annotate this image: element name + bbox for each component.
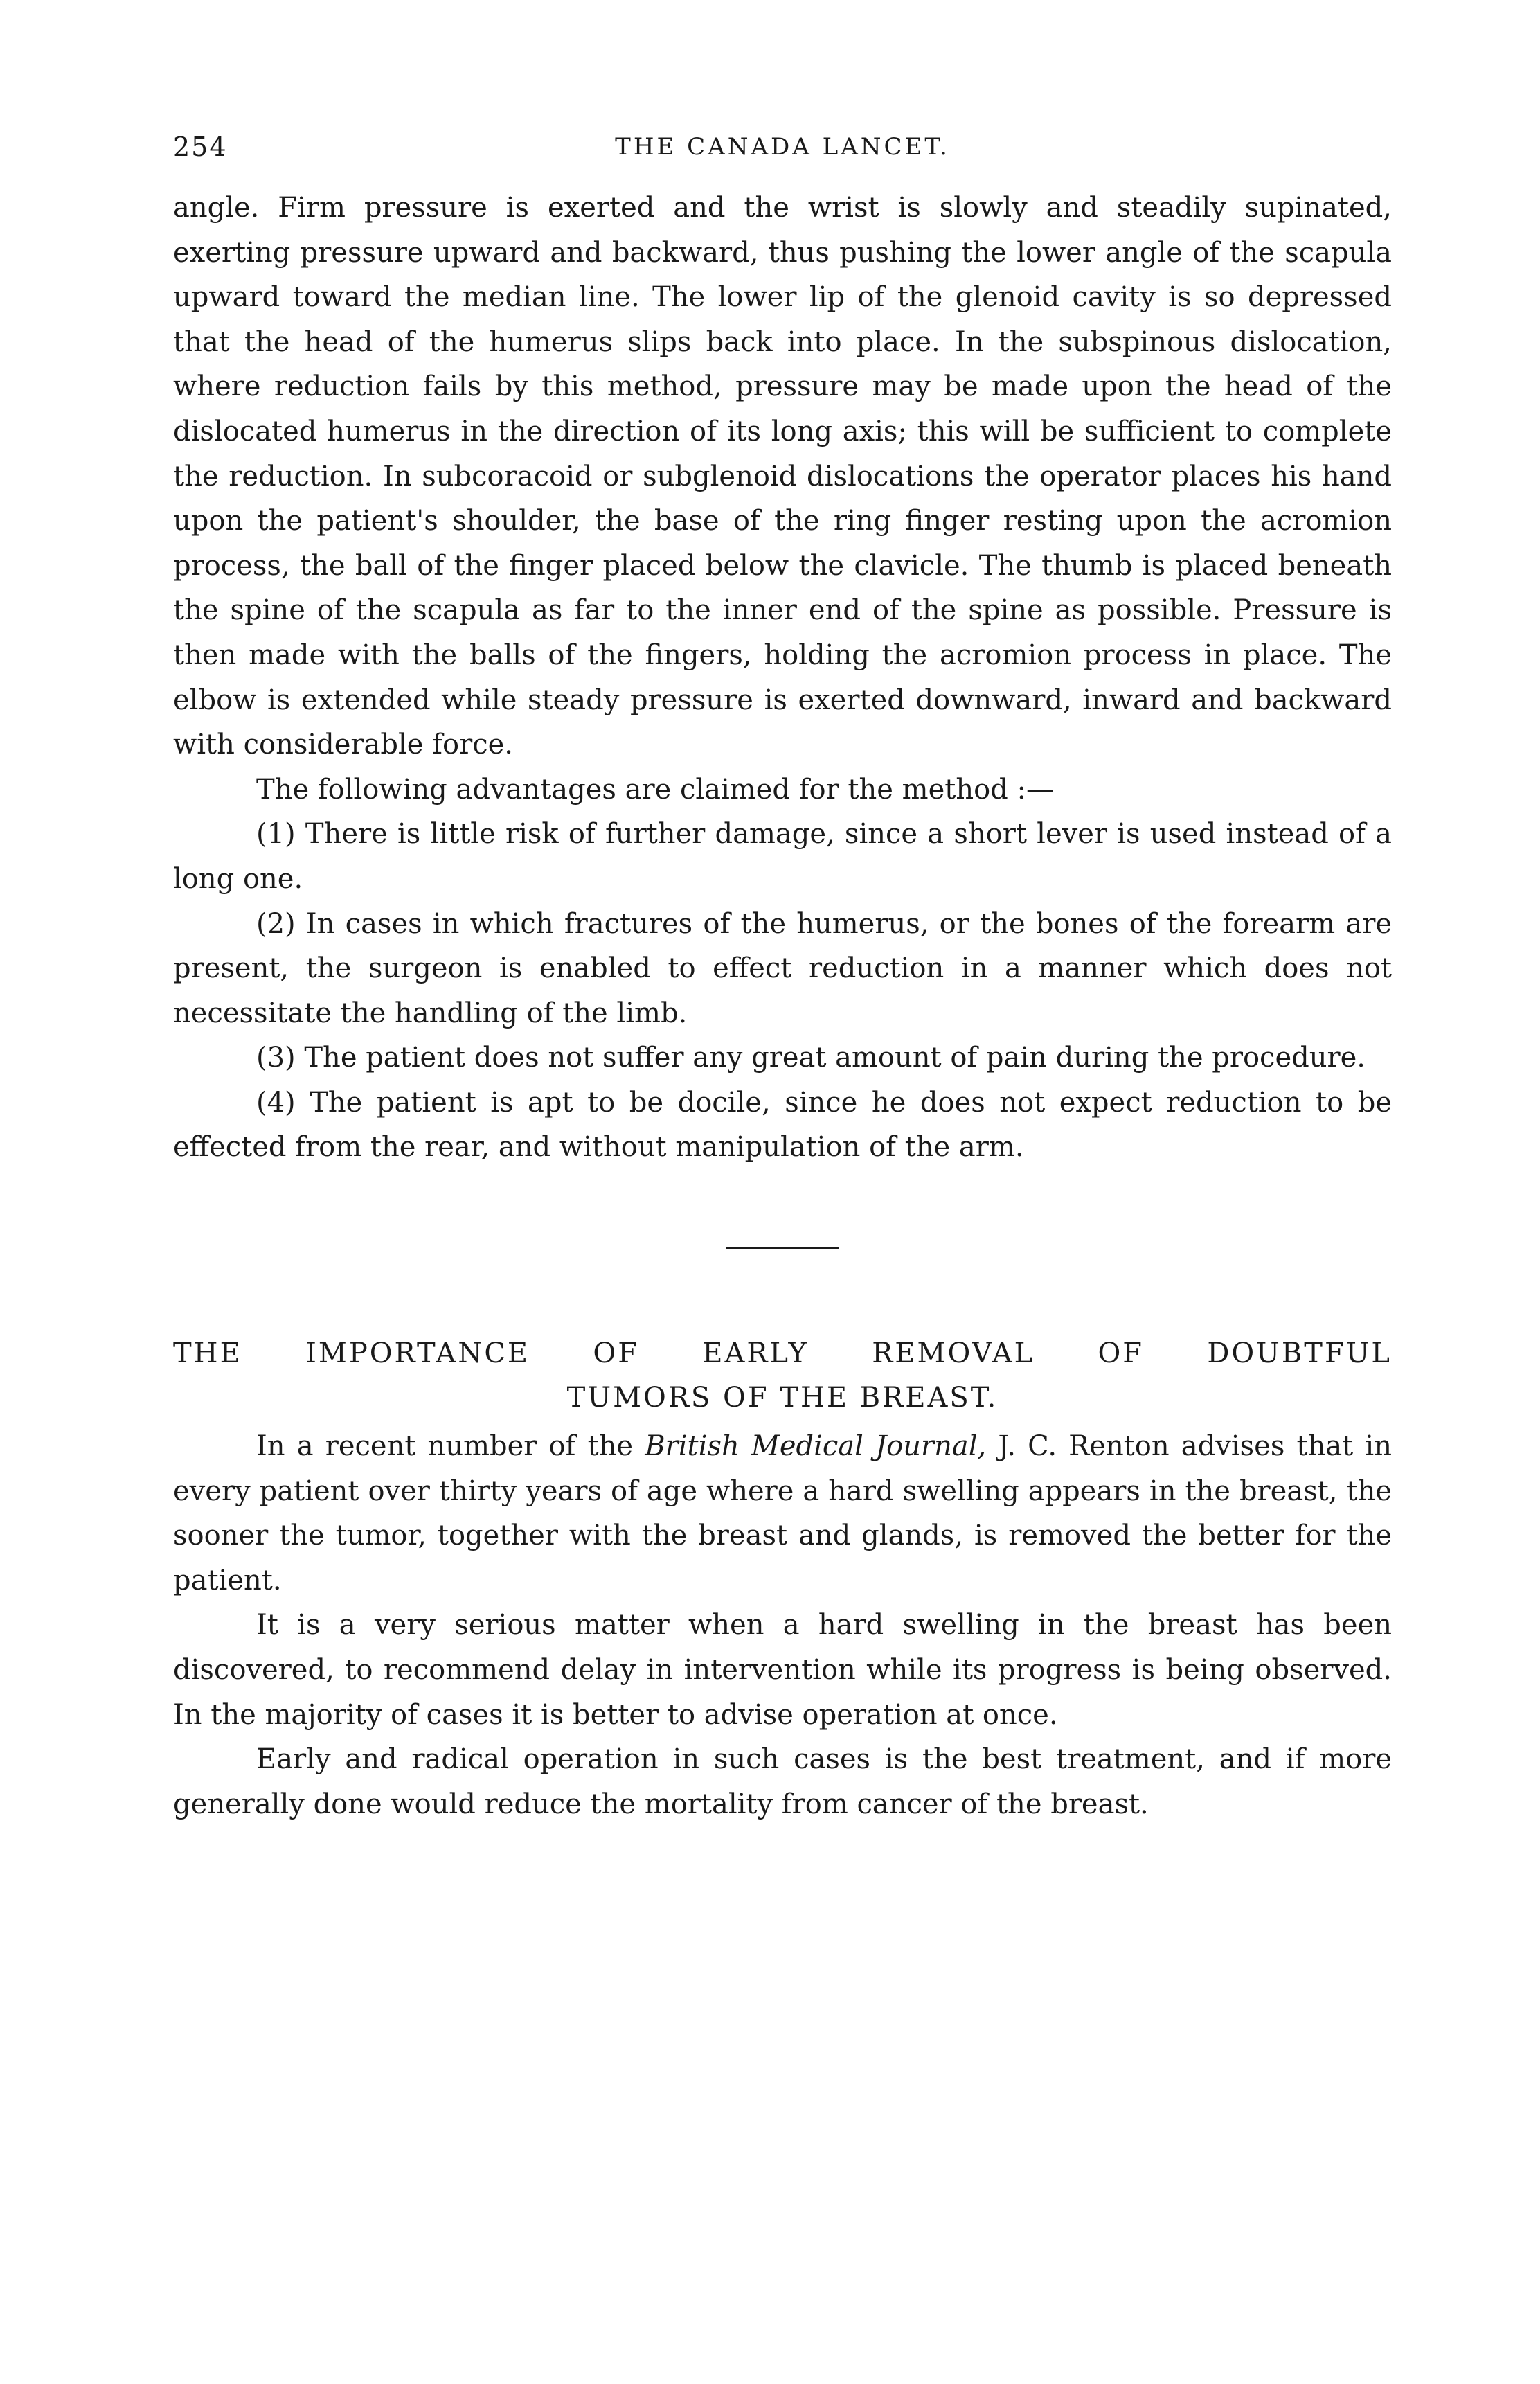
article-paragraph-text: J. C. Renton advises that in every patient over thirty years of age where a hard swelling appears in the breast, the sooner the tumor, together with the breast and glands, is removed the better for the patient. <box>173 1430 1392 1596</box>
journal-page <box>173 132 1392 1826</box>
advantage-item: (4) The patient is apt to be docile, since he does not expect reduction to be effected from the rear, and without manipulation of the arm. <box>173 1086 1392 1164</box>
advantage-item: (2) In cases in which fractures of the humerus, or the bones of the forearm are present, the surgeon is enabled to effect reduction in a manner which does not necessitate the handling of the limb. <box>173 907 1392 1029</box>
article-paragraph: Early and radical operation in such cases is the best treatment, and if more generally done would reduce the mortality from cancer of the breast. <box>173 1743 1392 1820</box>
article-body <box>173 1424 1392 1826</box>
advantage-item: (1) There is little risk of further damage, since a short lever is used instead of a long one. <box>173 818 1392 895</box>
journal-citation: British Medical Journal, <box>645 1430 987 1463</box>
advantages-intro: The following advantages are claimed for the method :— <box>256 773 1054 806</box>
article-paragraph: It is a very serious matter when a hard swelling in the breast has been discovered, to recommend delay in intervention while its progress is being observed. In the majority of cases it is better to advise operation at once. <box>173 1609 1392 1731</box>
article-title-line-2: TUMORS OF THE BREAST. <box>566 1382 999 1414</box>
continued-article <box>173 186 1392 1170</box>
page-number: 254 <box>173 132 228 162</box>
journal-title: THE CANADA LANCET. <box>615 133 950 161</box>
article-paragraph-text: In a recent number of the <box>256 1430 645 1463</box>
article-title-line-1: THE IMPORTANCE OF EARLY REMOVAL OF DOUBTFUL <box>173 1337 1392 1370</box>
article-paragraph <box>173 1424 1392 1603</box>
running-head <box>173 132 1392 173</box>
continued-paragraph: angle. Firm pressure is exerted and the wrist is slowly and steadily supinated, exerting pressure upward and backward, thus pushing the lower angle of the scapula upward toward the median line. The lower lip of the glenoid cavity is so depressed that the head of the humerus slips back into place. In the subspinous dislocation, where reduction fails by this method, pressure may be made upon the head of the dislocated humerus in the direction of its long axis; this will be sufficient to complete the reduction. In subcoracoid or subglenoid dislocations the operator places his hand upon the patient's shoulder, the base of the ring finger resting upon the acromion process, the ball of the finger placed below the clavicle. The thumb is placed beneath the spine of the scapula as far to the inner end of the spine as possible. Pressure is then made with the balls of the fingers, holding the acromion process in place. The elbow is extended while steady pressure is exerted downward, inward and backward with considerable force. <box>173 192 1392 761</box>
section-divider <box>726 1247 839 1249</box>
article-title <box>173 1331 1392 1420</box>
advantage-item: (3) The patient does not suffer any great amount of pain during the procedure. <box>256 1042 1366 1074</box>
